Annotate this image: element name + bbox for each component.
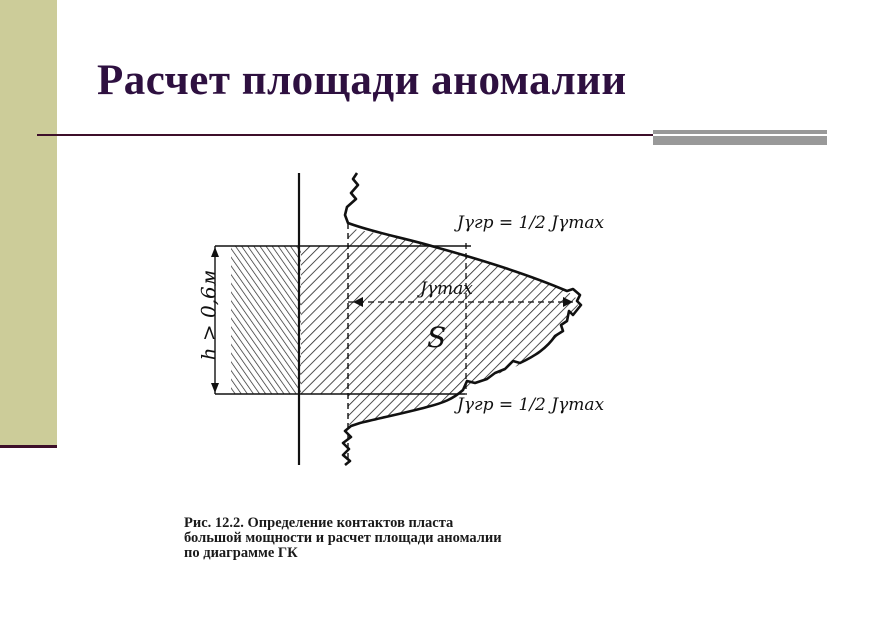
- caption-line: по диаграмме ГК: [184, 545, 298, 561]
- upper-boundary-label: Jγгр = 1/2 Jγmax: [457, 213, 605, 233]
- formation-hatch-body: [301, 246, 348, 394]
- side-decor-band: [0, 0, 57, 447]
- divider-accent: [653, 130, 827, 145]
- thickness-arrow-bottom: [211, 383, 219, 393]
- gamma-log-figure: [175, 143, 635, 593]
- caption-line: большой мощности и расчет площади аномалии: [184, 530, 502, 546]
- thickness-label: h > 0,6м: [196, 269, 221, 361]
- lower-boundary-label: Jγгр = 1/2 Jγmax: [457, 395, 605, 415]
- peak-intensity-label: Jγmax: [420, 279, 473, 299]
- caption-line: Рис. 12.2. Определение контактов пласта: [184, 515, 454, 531]
- formation-hatch-left: [231, 246, 301, 394]
- divider-accent-line: [653, 134, 827, 136]
- thickness-arrow-top: [211, 247, 219, 257]
- slide-title: Расчет площади аномалии: [97, 57, 627, 104]
- area-label: S: [427, 321, 447, 354]
- figure-caption: [184, 516, 624, 561]
- side-decor-line: [0, 445, 57, 448]
